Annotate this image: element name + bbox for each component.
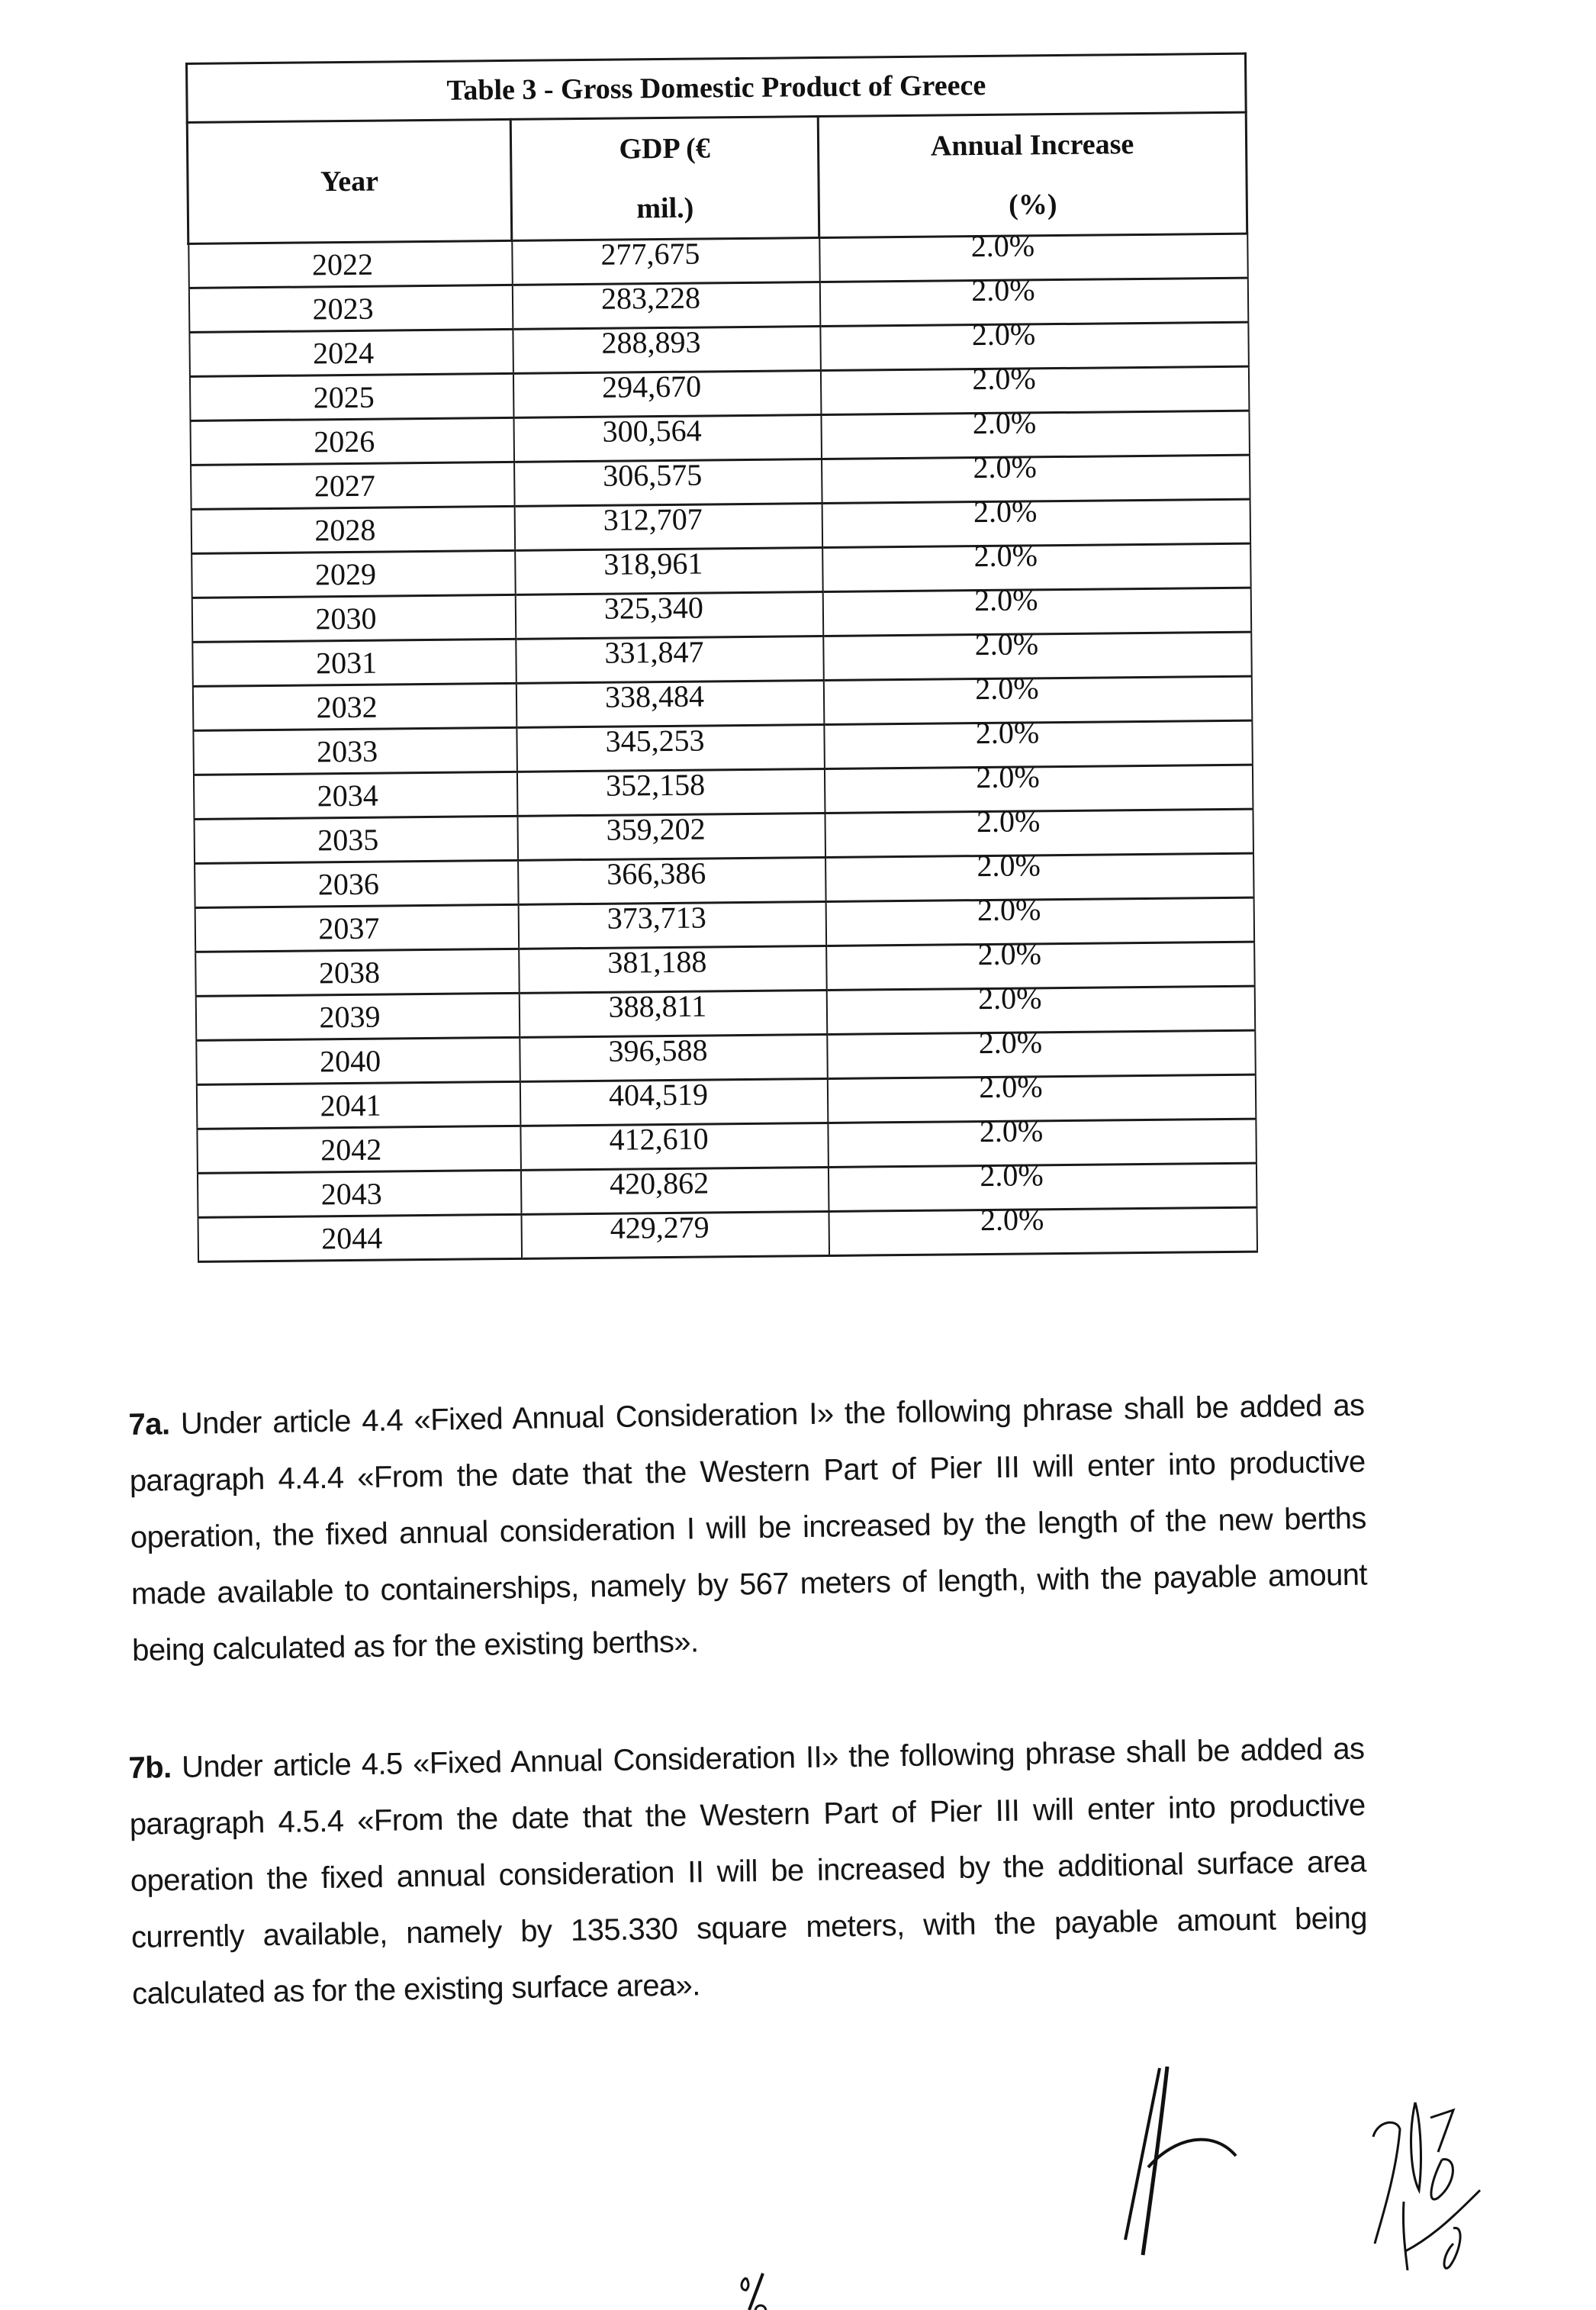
year-cell-value: 2024 xyxy=(312,335,375,371)
increase-cell-value: 2.0% xyxy=(976,804,1041,839)
header-gdp-line1: GDP (€ xyxy=(619,132,710,166)
gdp-cell-value: 294,670 xyxy=(601,369,702,404)
header-year: Year xyxy=(187,119,512,243)
gdp-cell xyxy=(516,636,824,684)
gdp-cell xyxy=(519,946,827,993)
year-cell-value: 2038 xyxy=(318,955,381,991)
gdp-cell xyxy=(518,901,826,949)
gdp-cell-value: 396,588 xyxy=(608,1033,708,1068)
increase-cell-value: 2.0% xyxy=(976,759,1040,795)
increase-cell-value: 2.0% xyxy=(977,981,1042,1016)
year-cell-value: 2040 xyxy=(319,1043,381,1079)
gdp-cell-value: 381,188 xyxy=(607,944,707,980)
year-cell-value: 2039 xyxy=(319,999,381,1035)
year-cell-value: 2035 xyxy=(317,822,379,858)
gdp-table xyxy=(185,53,1258,1263)
gdp-cell xyxy=(518,857,826,904)
gdp-cell xyxy=(513,324,821,374)
year-cell xyxy=(195,860,519,907)
increase-cell-value: 2.0% xyxy=(970,228,1035,264)
gdp-cell xyxy=(516,769,825,817)
gdp-cell xyxy=(512,238,820,285)
year-cell xyxy=(195,904,519,952)
increase-cell-value: 2.0% xyxy=(971,317,1036,353)
gdp-cell-value: 288,893 xyxy=(601,324,701,360)
gdp-cell-value: 318,961 xyxy=(603,546,703,582)
year-cell xyxy=(197,1170,521,1217)
gdp-cell xyxy=(520,1078,828,1126)
gdp-cell-value: 283,228 xyxy=(600,280,701,316)
increase-cell-value: 2.0% xyxy=(978,1025,1043,1061)
increase-cell-value: 2.0% xyxy=(977,848,1041,884)
year-cell xyxy=(194,816,518,863)
increase-cell xyxy=(829,1202,1257,1255)
year-cell-value: 2033 xyxy=(316,733,378,769)
gdp-cell-value: 388,811 xyxy=(608,988,707,1024)
increase-cell-value: 2.0% xyxy=(979,1069,1043,1105)
year-cell xyxy=(195,949,520,996)
header-increase-line2: (%) xyxy=(1008,188,1057,221)
year-cell-value: 2044 xyxy=(321,1220,383,1256)
paragraph-7a-text: Under article 4.4 «Fixed Annual Consideration I» the following phrase shall be added as paragraph 4.4.4 «From the date that the Western Part of Pier III will enter into productive operation, the fixed annual consideration I will be increased by the length of the new berths made available to containerships, namely by 567 meters of length, with the payable amount being calculated as for the existing berths». xyxy=(129,1388,1368,1667)
table-title-row xyxy=(187,53,1247,122)
year-cell-value: 2037 xyxy=(318,910,380,946)
year-cell-value: 2036 xyxy=(317,866,380,902)
gdp-cell-value: 429,279 xyxy=(610,1210,710,1245)
gdp-cell xyxy=(514,459,822,507)
increase-cell-value: 2.0% xyxy=(980,1202,1044,1238)
header-gdp xyxy=(510,117,819,241)
header-increase-line1: Annual Increase xyxy=(930,128,1134,163)
gdp-cell-value: 300,564 xyxy=(602,413,702,449)
increase-cell-value: 2.0% xyxy=(975,715,1040,751)
gdp-cell-value: 366,386 xyxy=(607,855,706,891)
signature-1 xyxy=(1106,2060,1335,2259)
year-cell xyxy=(193,727,517,775)
year-cell xyxy=(196,1081,520,1129)
year-cell-value: 2032 xyxy=(316,689,378,725)
year-cell xyxy=(196,1037,520,1084)
paragraph-7a-number: 7a. xyxy=(128,1407,170,1442)
year-cell-value: 2027 xyxy=(314,468,376,504)
table-body xyxy=(188,228,1257,1261)
increase-cell-value: 2.0% xyxy=(980,1158,1044,1194)
gdp-cell-value: 312,707 xyxy=(603,501,703,537)
year-cell xyxy=(191,594,516,642)
gdp-cell xyxy=(515,548,823,595)
year-cell xyxy=(192,639,516,686)
gdp-cell xyxy=(520,1123,829,1170)
year-cell xyxy=(197,1126,521,1173)
increase-cell-value: 2.0% xyxy=(972,361,1036,397)
year-cell xyxy=(189,329,513,376)
table-header-row xyxy=(187,112,1247,243)
gdp-cell-value: 359,202 xyxy=(606,811,706,847)
increase-cell-value: 2.0% xyxy=(974,627,1039,662)
year-cell-value: 2029 xyxy=(314,556,377,592)
gdp-cell-value: 373,713 xyxy=(607,900,706,936)
gdp-cell-value: 404,519 xyxy=(608,1077,709,1113)
year-cell xyxy=(191,506,515,553)
year-cell xyxy=(198,1214,522,1261)
gdp-cell xyxy=(512,282,820,330)
gdp-cell-value: 331,847 xyxy=(604,634,704,670)
gdp-cell xyxy=(516,725,825,772)
year-cell xyxy=(191,462,515,509)
increase-cell-value: 2.0% xyxy=(972,405,1037,441)
header-gdp-line2: mil.) xyxy=(636,192,694,225)
handwritten-page-mark xyxy=(732,2270,778,2310)
gdp-cell xyxy=(521,1211,829,1258)
gdp-cell-value: 345,253 xyxy=(605,723,705,759)
header-annual-increase xyxy=(818,112,1247,237)
year-cell-value: 2043 xyxy=(320,1176,382,1212)
year-cell xyxy=(190,417,514,465)
increase-cell-value: 2.0% xyxy=(973,449,1038,485)
gdp-cell-value: 277,675 xyxy=(600,236,700,272)
year-cell-value: 2025 xyxy=(313,379,375,415)
gdp-cell-value: 338,484 xyxy=(604,678,705,714)
gdp-cell xyxy=(513,415,822,462)
gdp-cell xyxy=(520,1034,828,1081)
year-cell xyxy=(188,240,513,288)
increase-cell-value: 2.0% xyxy=(973,582,1038,618)
gdp-cell xyxy=(514,501,822,551)
year-cell-value: 2042 xyxy=(320,1132,382,1168)
increase-cell-value: 2.0% xyxy=(975,671,1039,707)
increase-cell-value: 2.0% xyxy=(971,272,1035,308)
year-cell-value: 2028 xyxy=(314,512,376,548)
year-cell xyxy=(195,993,520,1040)
gdp-cell xyxy=(517,813,825,861)
gdp-cell xyxy=(516,678,824,728)
paragraph-7b xyxy=(128,1721,1369,2022)
year-cell-value: 2041 xyxy=(320,1087,381,1123)
gdp-cell-value: 352,158 xyxy=(605,767,706,803)
gdp-cell xyxy=(515,592,823,640)
paragraph-7b-number: 7b. xyxy=(128,1751,172,1785)
gdp-cell xyxy=(519,990,827,1037)
year-cell-value: 2034 xyxy=(317,778,378,813)
year-cell-value: 2026 xyxy=(314,424,375,459)
increase-cell-value: 2.0% xyxy=(977,892,1041,928)
paragraph-7b-text: Under article 4.5 «Fixed Annual Consideration II» the following phrase shall be added as paragraph 4.5.4 «From the date that the Western Part of Pier III will enter into productive operation the fixed annual consideration II will be increased by the additional surface area currently available, namely by 135.330 square meters, with the payable amount being calculated as for the existing surface area». xyxy=(129,1732,1368,2011)
increase-cell-value: 2.0% xyxy=(973,494,1038,530)
paragraph-7a xyxy=(128,1377,1369,1679)
gdp-cell-value: 306,575 xyxy=(603,457,703,493)
year-cell-value: 2030 xyxy=(315,601,377,636)
year-cell-value: 2031 xyxy=(315,645,378,681)
year-cell xyxy=(193,772,517,819)
gdp-cell xyxy=(520,1167,829,1214)
gdp-cell-value: 420,862 xyxy=(609,1165,710,1201)
signature-2 xyxy=(1358,2091,1511,2274)
gdp-cell-value: 412,610 xyxy=(609,1121,709,1157)
increase-cell-value: 2.0% xyxy=(979,1113,1044,1149)
table-title: Table 3 - Gross Domestic Product of Greece xyxy=(187,53,1247,122)
table-row xyxy=(198,1207,1257,1261)
increase-cell-value: 2.0% xyxy=(977,936,1042,972)
year-cell xyxy=(188,285,513,332)
year-cell xyxy=(192,683,516,730)
gdp-cell-value: 325,340 xyxy=(603,590,704,626)
year-cell-value: 2023 xyxy=(312,291,374,327)
gdp-cell xyxy=(513,371,821,418)
increase-cell-value: 2.0% xyxy=(973,538,1038,574)
year-cell xyxy=(191,550,516,598)
year-cell xyxy=(189,373,513,420)
year-cell-value: 2022 xyxy=(311,246,374,282)
